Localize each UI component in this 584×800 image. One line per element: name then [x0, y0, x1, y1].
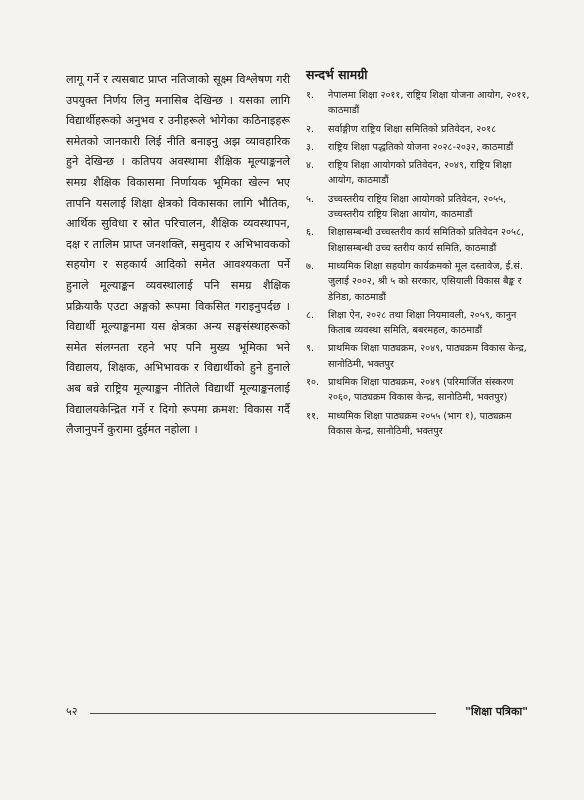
reference-number: ११.: [306, 410, 320, 422]
reference-number: ३.: [306, 141, 315, 153]
reference-item: [306, 409, 538, 440]
reference-text: राष्ट्रिय शिक्षा आयोगको प्रतिवेदन, २०४९, राष्ट्रिय शिक्षा आयोग, काठमाडौं: [328, 160, 512, 187]
references-section: [306, 66, 538, 442]
reference-number: ६.: [306, 227, 315, 239]
reference-text: नेपालमा शिक्षा २०११, राष्ट्रिय शिक्षा योजना आयोग, २०११, काठमाडौं: [328, 90, 530, 117]
reference-item: [306, 259, 538, 305]
reference-number: ७.: [306, 260, 315, 272]
reference-text: सर्वाङ्गीण राष्ट्रिय शिक्षा समितिको प्रतिवेदन, २०१८: [328, 123, 497, 135]
reference-number: १.: [306, 90, 315, 101]
page-number: ५२: [66, 705, 78, 718]
reference-text: माध्यमिक शिक्षा पाठ्यक्रम २०५५ (भाग १), पाठ्यक्रम विकास केन्द्र, सानोठिमी, भक्तपुर: [328, 410, 512, 437]
reference-item: [306, 375, 538, 406]
reference-text: प्राथमिक शिक्षा पाठ्यक्रम, २०४९ (परिमार्जित संस्करण २०६०, पाठ्यक्रम विकास केन्द्र, सानोठिमी, भक्तपुर): [328, 377, 514, 404]
body-text-column: [66, 70, 290, 441]
reference-text: राष्ट्रिय शिक्षा पद्धतिको योजना २०२८-२०३२, काठमाडौं: [328, 141, 514, 153]
reference-text: माध्यमिक शिक्षा सहयोग कार्यक्रमको मूल दस्तावेज, ई.सं. जुलाई २००२, श्री ५ को सरकार, एसियाली विकास बैङ्क र डेनिडा, काठमाडौं: [328, 260, 523, 303]
reference-item: [306, 341, 538, 372]
reference-number: १०.: [306, 377, 320, 389]
page-footer: [66, 702, 528, 722]
body-paragraph: लागू गर्ने र त्यसबाट प्राप्त नतिजाको सूक्ष्म विश्लेषण गरी उपयुक्त निर्णय लिनु मनासिब देखिन्छ । यसका लागि विद्यार्थीहरूको अनुभव र उनीहरूले भोगेका कठिनाइहरू समेतको जानकारी लिई नीति बनाइनु अझ व्यावहारिक हुने देखिन्छ । कतिपय अवस्थामा शैक्षिक मूल्याङ्कनले समग्र शैक्षिक विकासमा निर्णायक भूमिका खेल्न भए तापनि यसलाई शिक्षा क्षेत्रको विकासका लागि भौतिक, आर्थिक सुविधा र स्रोत परिचालन, शैक्षिक व्यवस्थापन, दक्ष र तालिम प्राप्त जनशक्ति, समुदाय र अभिभावकको सहयोग र सहकार्य आदिको समेत आवश्यकता पर्ने हुनाले मूल्याङ्कन व्यवस्थालाई पनि समग्र शैक्षिक प्रक्रियाकै एउटा अङ्गको रूपमा विकसित गराइनुपर्दछ । विद्यार्थी मूल्याङ्कनमा यस क्षेत्रका अन्य सङ्घसंस्थाहरूको समेत संलग्नता रहने भए पनि मुख्य भूमिका भने विद्यालय, शिक्षक, अभिभावक र विद्यार्थीको हुने हुनाले अब बन्ने राष्ट्रिय मूल्याङ्कन नीतिले विद्यार्थी मूल्याङ्कनलाई विद्यालयकेन्द्रित गर्ने र दिगो रूपमा क्रमश: विकास गर्दै लैजानुपर्ने कुरामा दुईमत नहोला ।: [66, 73, 290, 437]
reference-item: [306, 192, 538, 223]
journal-name: "शिक्षा पत्रिका": [465, 705, 528, 718]
references-list: [306, 88, 538, 439]
reference-number: ९.: [306, 343, 315, 355]
reference-item: [306, 308, 538, 339]
reference-text: शिक्षा ऐन, २०२८ तथा शिक्षा नियमावली, २०५९, कानुन किताब व्यवस्था समिति, बबरमहल, काठमाडौं: [328, 309, 517, 337]
reference-item: [306, 88, 538, 119]
references-heading: सन्दर्भ सामग्री: [306, 67, 368, 82]
reference-text: उच्चस्तरीय राष्ट्रिय शिक्षा आयोगको प्रतिवेदन, २०५५, उच्चस्तरीय राष्ट्रिय शिक्षा आयोग, काठमाडौं: [328, 193, 507, 221]
reference-text: शिक्षासम्बन्धी उच्चस्तरीय कार्य समितिको प्रतिवेदन २०५८, शिक्षासम्बन्धी उच्च स्तरीय कार्य समिति, काठमाडौं: [328, 227, 524, 254]
reference-item: [306, 122, 538, 137]
reference-number: ८.: [306, 309, 315, 321]
reference-number: ४.: [306, 160, 315, 172]
reference-number: ५.: [306, 193, 315, 205]
reference-item: [306, 225, 538, 256]
reference-item: [306, 140, 538, 155]
reference-text: प्राथमिक शिक्षा पाठ्यक्रम, २०४९, पाठ्यक्रम विकास केन्द्र, सानोठिमी, भक्तपुर: [328, 343, 527, 370]
footer-rule: [90, 713, 436, 714]
reference-number: २.: [306, 123, 315, 135]
reference-item: [306, 158, 538, 189]
